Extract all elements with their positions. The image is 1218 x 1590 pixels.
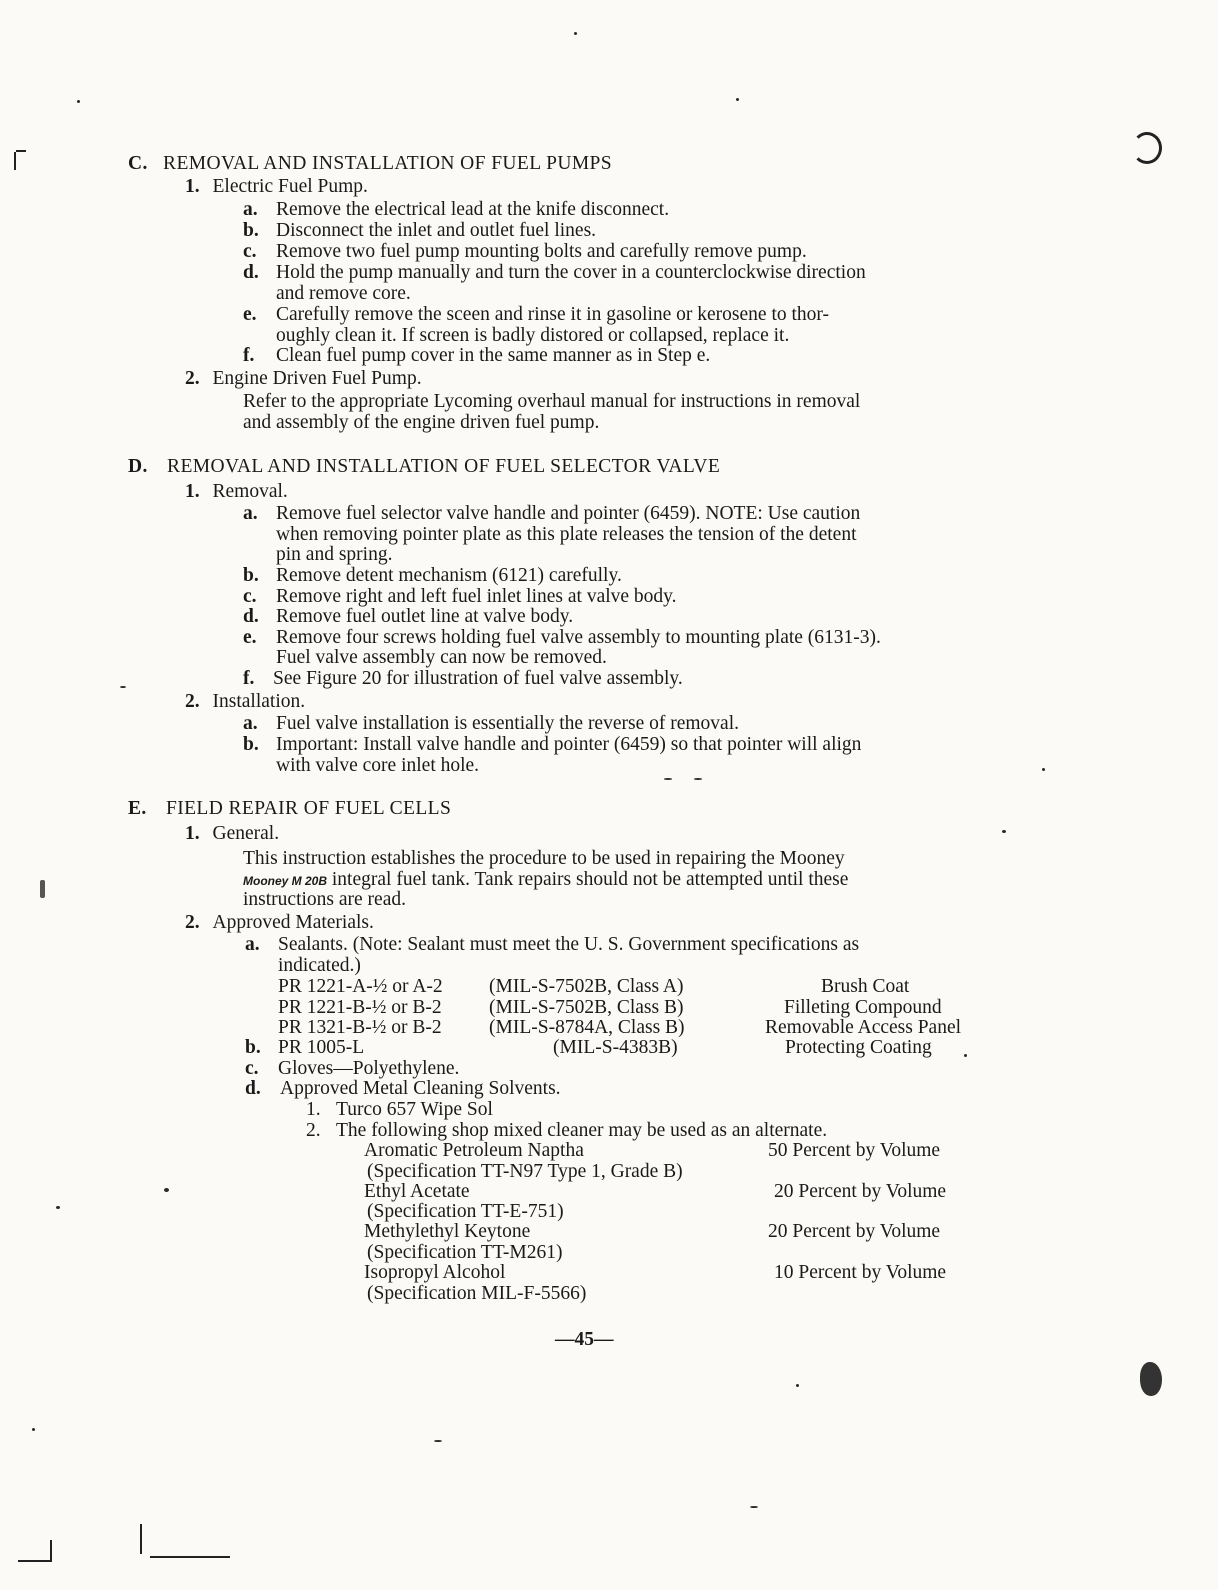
d1-step-a: a. Remove fuel selector valve handle and pointer (6459). NOTE: Use caution — [243, 503, 861, 524]
section-e-title: FIELD REPAIR OF FUEL CELLS — [165, 798, 452, 819]
c-item1-title: Electric Fuel Pump. — [212, 176, 368, 197]
c1-step-b: b. Disconnect the inlet and outlet fuel lines. — [243, 220, 597, 241]
scan-speck — [694, 778, 702, 780]
d1-step-d: d. Remove fuel outlet line at valve body. — [243, 606, 574, 627]
mix-component-name: Isopropyl Alcohol — [364, 1262, 506, 1283]
e2-step-c: c. Gloves—Polyethylene. — [245, 1058, 460, 1079]
section-e-letter: E. — [128, 798, 147, 819]
scan-edge-mark — [18, 1560, 52, 1562]
c-item1: 1. Electric Fuel Pump. — [185, 176, 368, 197]
mix-component-spec: (Specification TT-M261) — [367, 1242, 563, 1263]
model-designation: Mooney M 20B — [243, 874, 328, 888]
e-item2-title: Approved Materials. — [212, 912, 374, 933]
section-d-heading — [128, 457, 720, 478]
e-item1: 1. General. — [185, 823, 280, 844]
sealant-row: PR 1321-B-½ or B-2 (MIL-S-8784A, Class B) Removable Access Panel — [278, 1017, 962, 1038]
scan-edge-mark — [50, 1540, 52, 1560]
mix-component-name: Aromatic Petroleum Naptha — [364, 1140, 584, 1161]
c-item2-para-2: and assembly of the engine driven fuel pump. — [243, 412, 600, 433]
scan-edge-mark — [150, 1556, 230, 1558]
e-item1-title: General. — [212, 823, 280, 844]
binder-hole-mark-top — [1132, 132, 1162, 164]
e-item1-para-1: This instruction establishes the procedure to be used in repairing the Mooney — [243, 848, 845, 869]
binder-hole-mark-bottom — [1140, 1362, 1162, 1396]
mix-component-spec: (Specification TT-E-751) — [367, 1201, 564, 1222]
d1-step-a-cont-1: when removing pointer plate as this plate releases the tension of the detent — [276, 524, 857, 545]
mix-component-volume: 50 Percent by Volume — [768, 1140, 941, 1161]
page-number: —45— — [555, 1329, 614, 1350]
scan-speck — [736, 98, 739, 101]
scan-edge-mark — [140, 1524, 142, 1554]
c1-step-f: f. Clean fuel pump cover in the same manner as in Step e. — [243, 345, 711, 366]
section-c-title: REMOVAL AND INSTALLATION OF FUEL PUMPS — [163, 153, 613, 174]
scan-speck — [434, 1440, 442, 1442]
d1-step-c: c. Remove right and left fuel inlet lines at valve body. — [243, 586, 677, 607]
scan-speck — [750, 1506, 758, 1508]
c-item2-title: Engine Driven Fuel Pump. — [212, 368, 422, 389]
d2-step-a: a. Fuel valve installation is essentially the reverse of removal. — [243, 713, 739, 734]
scan-speck — [664, 778, 672, 780]
scan-speck — [164, 1188, 169, 1192]
e-item1-para-3: instructions are read. — [243, 889, 406, 910]
c-item2: 2. Engine Driven Fuel Pump. — [185, 368, 422, 389]
scan-speck — [32, 1428, 35, 1431]
c1-step-c: c. Remove two fuel pump mounting bolts and carefully remove pump. — [243, 241, 807, 262]
e2-step-d: d. Approved Metal Cleaning Solvents. — [245, 1078, 561, 1099]
section-d-letter: D. — [128, 456, 148, 477]
scan-speck — [120, 686, 126, 688]
mix-component-volume: 20 Percent by Volume — [768, 1221, 941, 1242]
mix-component-volume: 20 Percent by Volume — [774, 1181, 947, 1202]
d1-step-f: f. See Figure 20 for illustration of fuel valve assembly. — [243, 668, 683, 689]
solvent-option-1: 1. Turco 657 Wipe Sol — [306, 1099, 493, 1120]
mix-component-spec: (Specification TT-N97 Type 1, Grade B) — [367, 1161, 683, 1182]
scan-edge-mark — [14, 152, 16, 170]
section-c-heading — [128, 154, 612, 175]
c-item2-para-1: Refer to the appropriate Lycoming overhaul manual for instructions in removal — [243, 391, 861, 412]
mix-component-name: Ethyl Acetate — [364, 1181, 470, 1202]
scan-speck — [40, 880, 45, 898]
e2-step-a-cont: indicated.) — [278, 955, 361, 976]
section-e-heading — [128, 799, 451, 820]
sealant-row: PR 1221-B-½ or B-2 (MIL-S-7502B, Class B) Filleting Compound — [278, 997, 942, 1018]
scan-speck — [796, 1384, 799, 1387]
d-item2-title: Installation. — [212, 691, 306, 712]
d2-step-b: b. Important: Install valve handle and pointer (6459) so that pointer will align — [243, 734, 862, 755]
d1-step-e: e. Remove four screws holding fuel valve assembly to mounting plate (6131-3). — [243, 627, 881, 648]
e2-step-a: a. Sealants. (Note: Sealant must meet the U. S. Government specifications as — [245, 934, 860, 955]
e-item2: 2. Approved Materials. — [185, 912, 374, 933]
mix-component-name: Methylethyl Keytone — [364, 1221, 531, 1242]
d-item1-title: Removal. — [212, 481, 288, 502]
scan-speck — [1042, 768, 1045, 771]
d-item2: 2. Installation. — [185, 691, 306, 712]
e-item1-para-2: Mooney M 20B integral fuel tank. Tank repairs should not be attempted until these — [243, 869, 849, 890]
mix-component-volume: 10 Percent by Volume — [774, 1262, 947, 1283]
scan-speck — [1002, 830, 1006, 833]
c1-step-d: d. Hold the pump manually and turn the cover in a counterclockwise direction — [243, 262, 866, 283]
scan-speck — [964, 1054, 967, 1057]
section-c-letter: C. — [128, 153, 148, 174]
d2-step-b-cont: with valve core inlet hole. — [276, 755, 480, 776]
scan-edge-mark — [16, 150, 26, 152]
d1-step-b: b. Remove detent mechanism (6121) carefully. — [243, 565, 622, 586]
d1-step-e-cont: Fuel valve assembly can now be removed. — [276, 647, 607, 668]
solvent-option-2: 2. The following shop mixed cleaner may be used as an alternate. — [306, 1120, 828, 1141]
c1-step-e: e. Carefully remove the sceen and rinse it in gasoline or kerosene to thor- — [243, 304, 830, 325]
d-item1: 1. Removal. — [185, 481, 288, 502]
sealant-row: PR 1221-A-½ or A-2 (MIL-S-7502B, Class A) Brush Coat — [278, 976, 910, 997]
c1-step-e-cont: oughly clean it. If screen is badly distored or collapsed, replace it. — [276, 325, 790, 346]
scan-speck — [56, 1206, 60, 1209]
e2-step-b: b. PR 1005-L (MIL-S-4383B) Protecting Coating — [245, 1037, 932, 1058]
scan-speck — [77, 100, 80, 103]
section-d-title: REMOVAL AND INSTALLATION OF FUEL SELECTOR VALVE — [167, 456, 721, 477]
d1-step-a-cont-2: pin and spring. — [276, 544, 393, 565]
c1-step-a: a. Remove the electrical lead at the knife disconnect. — [243, 199, 670, 220]
mix-component-spec: (Specification MIL-F-5566) — [367, 1283, 587, 1304]
c1-step-d-cont: and remove core. — [276, 283, 411, 304]
scan-speck — [574, 32, 577, 35]
